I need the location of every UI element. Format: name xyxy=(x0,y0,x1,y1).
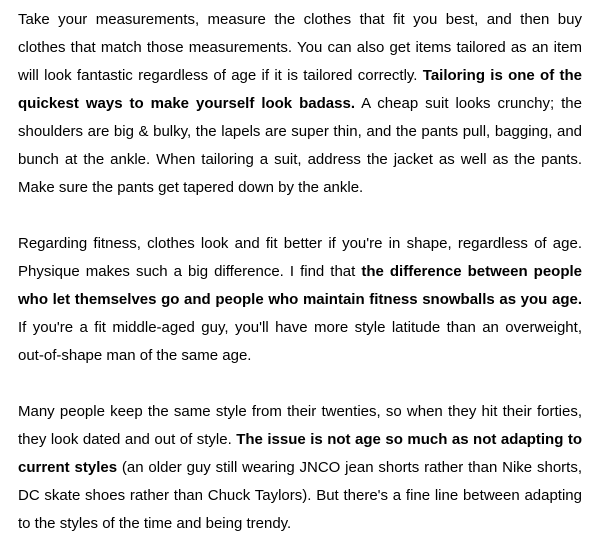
bold-text-run: The issue is not age so much as not adapting to current styles xyxy=(18,431,582,476)
paragraph-style-adaptation xyxy=(18,398,582,538)
article-body xyxy=(18,6,582,538)
paragraph-tailoring xyxy=(18,6,582,202)
text-run: Regarding fitness, clothes look and fit better if you're in shape, regardless of age. Physique makes such a big difference. I find that xyxy=(18,235,582,280)
text-run: Many people keep the same style from their twenties, so when they hit their forties, they look dated and out of style. xyxy=(18,403,582,448)
text-run: Take your measurements, measure the clothes that fit you best, and then buy clothes that match those measurements. You can also get items tailored as an item will look fantastic regardless of age if it is tailored correctly. xyxy=(18,11,582,84)
bold-text-run: the difference between people who let themselves go and people who maintain fitness snowballs as you age. xyxy=(18,263,582,308)
bold-text-run: Tailoring is one of the quickest ways to make yourself look badass. xyxy=(18,67,582,112)
text-run: (an older guy still wearing JNCO jean shorts rather than Nike shorts, DC skate shoes rather than Chuck Taylors). But there's a fine line between adapting to the styles of the time and being trendy. xyxy=(18,459,582,532)
text-run: A cheap suit looks crunchy; the shoulders are big & bulky, the lapels are super thin, and the pants pull, bagging, and bunch at the ankle. When tailoring a suit, address the jacket as well as the pants. Make sure the pants get tapered down by the ankle. xyxy=(18,95,582,196)
paragraph-fitness xyxy=(18,230,582,370)
text-run: If you're a fit middle-aged guy, you'll have more style latitude than an overweight, out-of-shape man of the same age. xyxy=(18,319,582,364)
